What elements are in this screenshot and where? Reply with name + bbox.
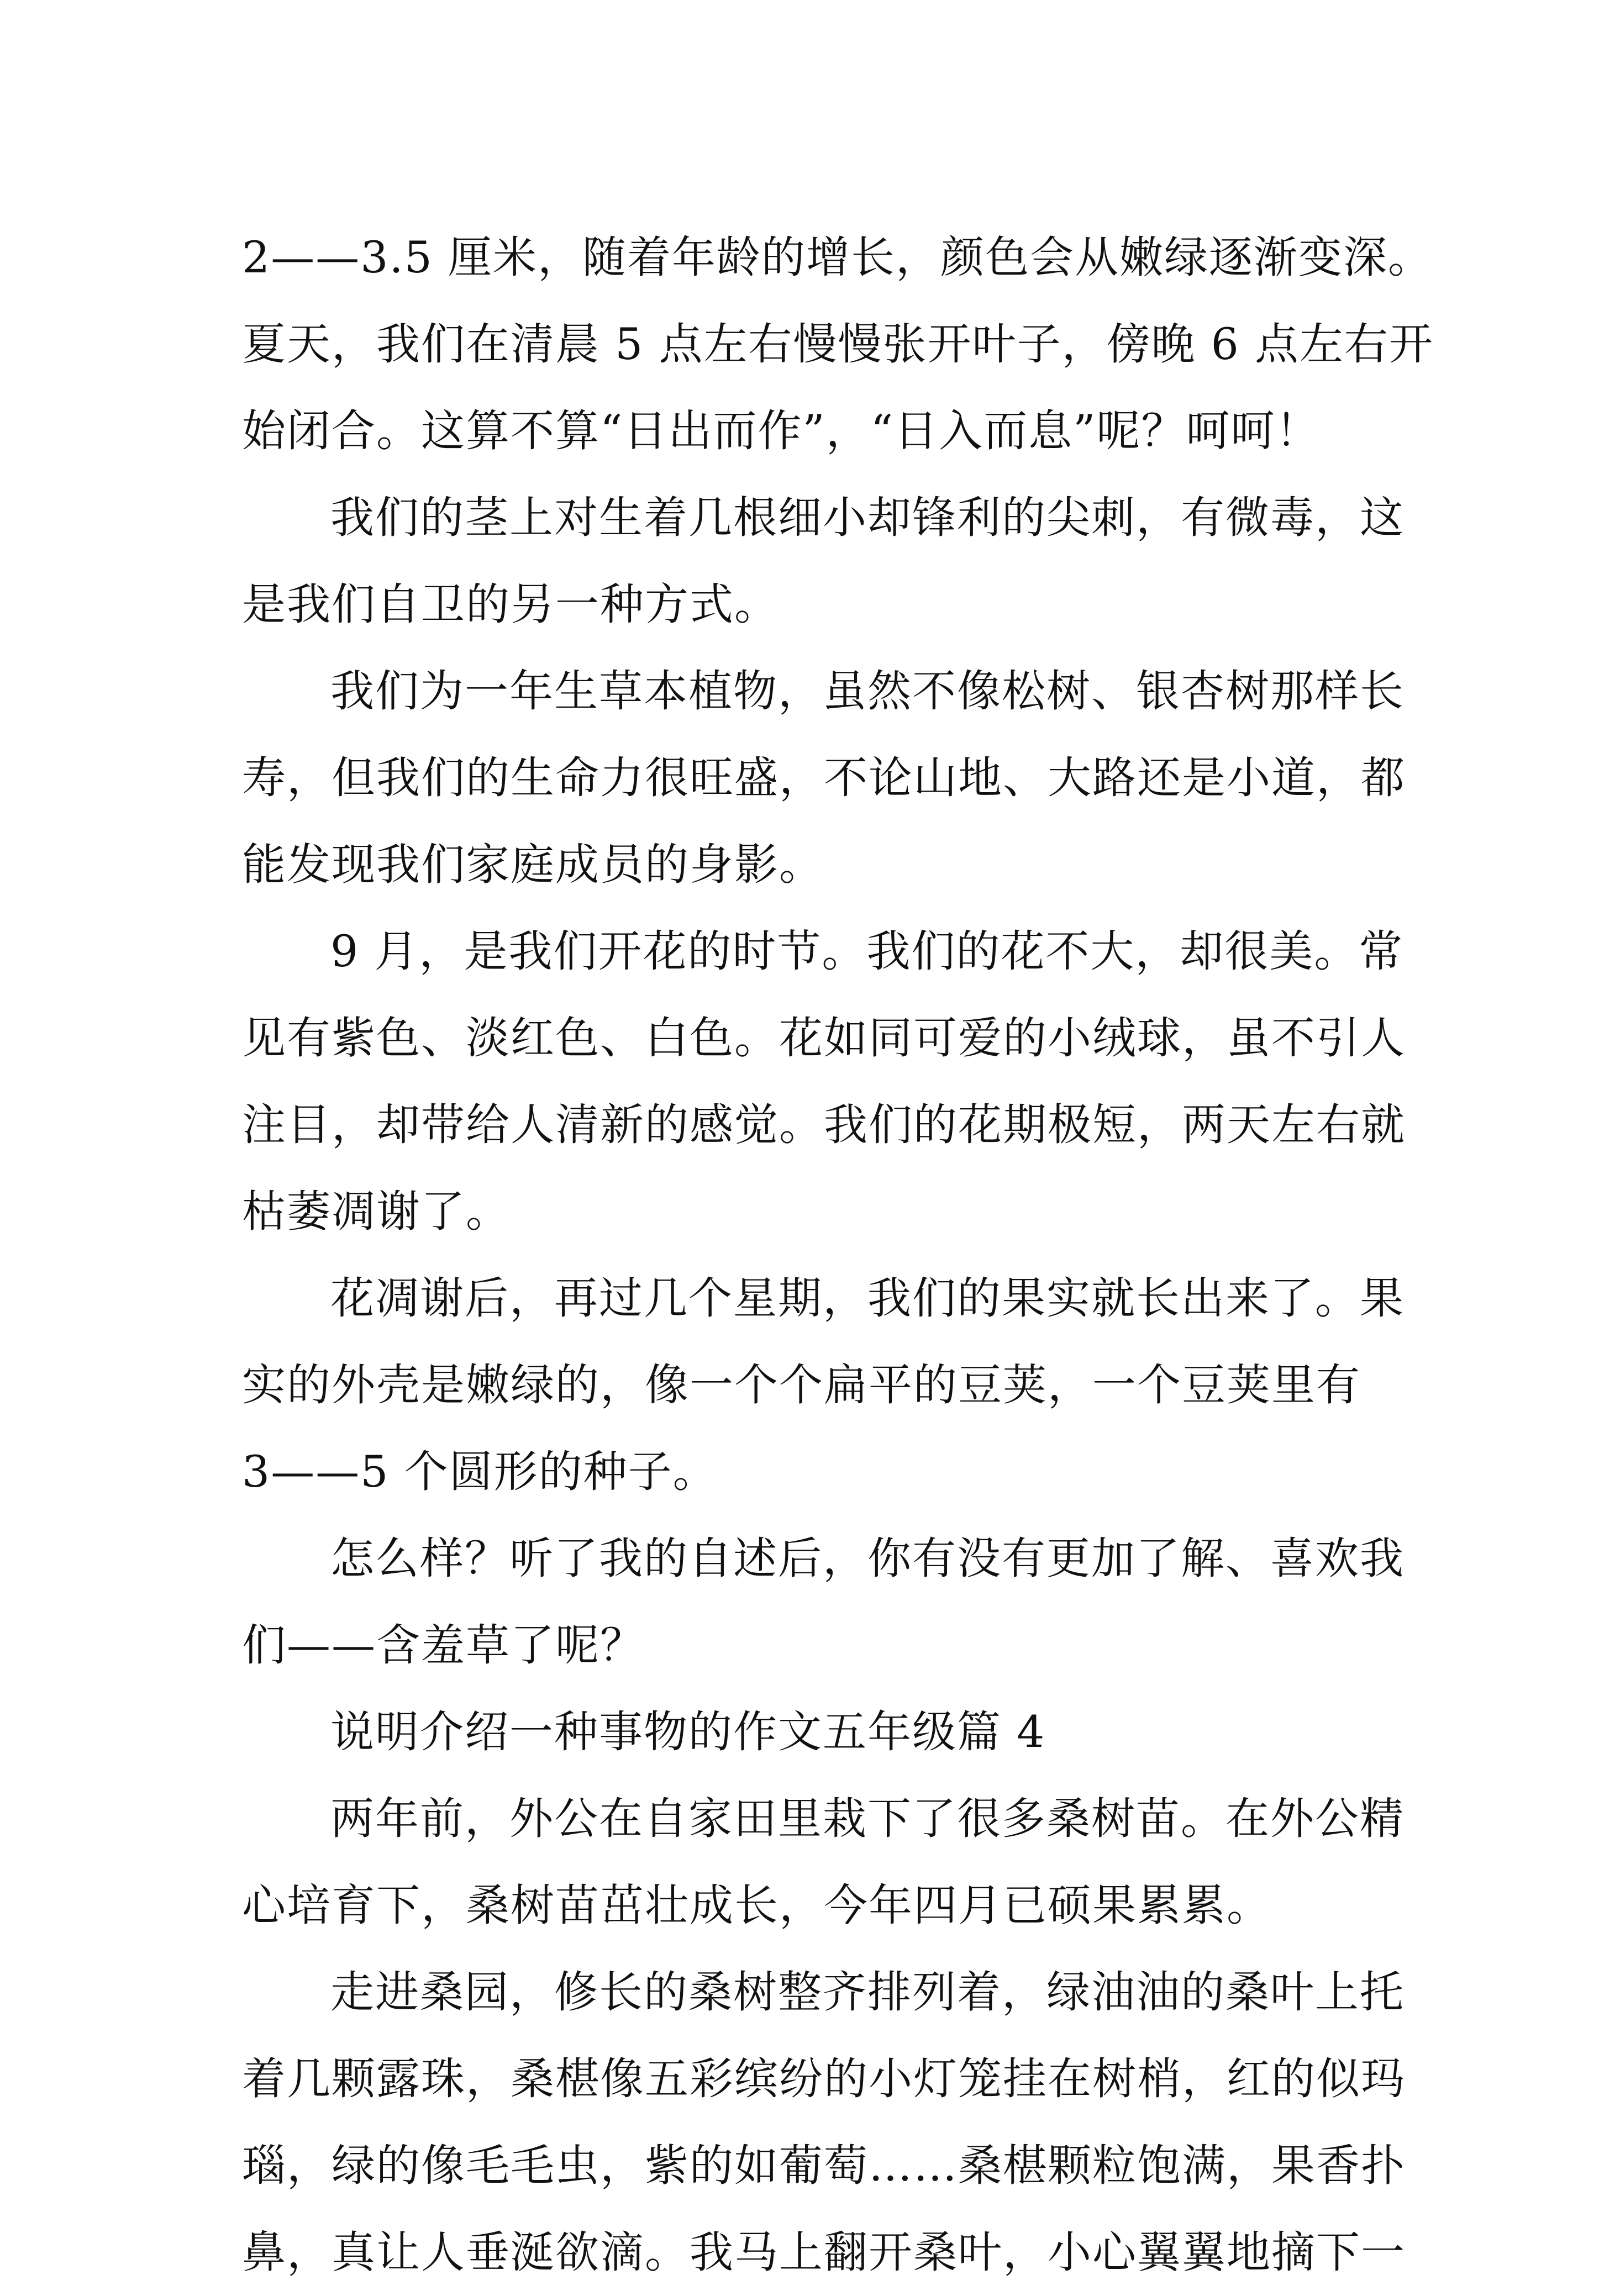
text-line: 始闭合。这算不算“日出而作”，“日入而息”呢？呵呵！ bbox=[242, 406, 1321, 456]
text-line: 两年前，外公在自家田里栽下了很多桑树苗。在外公精 bbox=[330, 1793, 1405, 1844]
text-line: 注目，却带给人清新的感觉。我们的花期极短，两天左右就 bbox=[242, 1099, 1406, 1150]
text-line: 寿，但我们的生命力很旺盛，不论山地、大路还是小道，都 bbox=[242, 752, 1406, 803]
text-line: 瑙，绿的像毛毛虫，紫的如葡萄……桑椹颗粒饱满，果香扑 bbox=[242, 2140, 1406, 2191]
text-line: 枯萎凋谢了。 bbox=[242, 1186, 511, 1237]
text-line: 能发现我们家庭成员的身影。 bbox=[242, 839, 824, 890]
text-line: 实的外壳是嫩绿的，像一个个扁平的豆荚，一个豆荚里有 bbox=[242, 1360, 1361, 1410]
text-line: 见有紫色、淡红色、白色。花如同可爱的小绒球，虽不引人 bbox=[242, 1013, 1406, 1063]
text-line: 9 月，是我们开花的时节。我们的花不大，却很美。常 bbox=[330, 926, 1404, 977]
text-line: 着几颗露珠，桑椹像五彩缤纷的小灯笼挂在树梢，红的似玛 bbox=[242, 2053, 1406, 2104]
text-line: 我们为一年生草本植物，虽然不像松树、银杏树那样长 bbox=[330, 666, 1405, 717]
text-line: 花凋谢后，再过几个星期，我们的果实就长出来了。果 bbox=[330, 1273, 1405, 1324]
text-line: 2——3.5 厘米，随着年龄的增长，颜色会从嫩绿逐渐变深。 bbox=[242, 232, 1433, 283]
text-line: 夏天，我们在清晨 5 点左右慢慢张开叶子，傍晚 6 点左右开 bbox=[242, 319, 1434, 370]
section-heading: 说明介绍一种事物的作文五年级篇 4 bbox=[330, 1707, 1046, 1757]
text-line: 怎么样？听了我的自述后，你有没有更加了解、喜欢我 bbox=[330, 1533, 1405, 1584]
text-line: 走进桑园，修长的桑树整齐排列着，绿油油的桑叶上托 bbox=[330, 1967, 1405, 2018]
text-line: 心培育下，桑树苗茁壮成长，今年四月已硕果累累。 bbox=[242, 1880, 1271, 1931]
text-line: 我们的茎上对生着几根细小却锋利的尖刺，有微毒，这 bbox=[330, 492, 1405, 543]
text-line: 鼻，真让人垂涎欲滴。我马上翻开桑叶，小心翼翼地摘下一 bbox=[242, 2227, 1406, 2278]
text-line: 们——含羞草了呢？ bbox=[242, 1620, 645, 1671]
text-line: 3——5 个圆形的种子。 bbox=[242, 1446, 718, 1497]
article-body bbox=[242, 214, 1434, 2296]
text-line: 是我们自卫的另一种方式。 bbox=[242, 579, 779, 630]
